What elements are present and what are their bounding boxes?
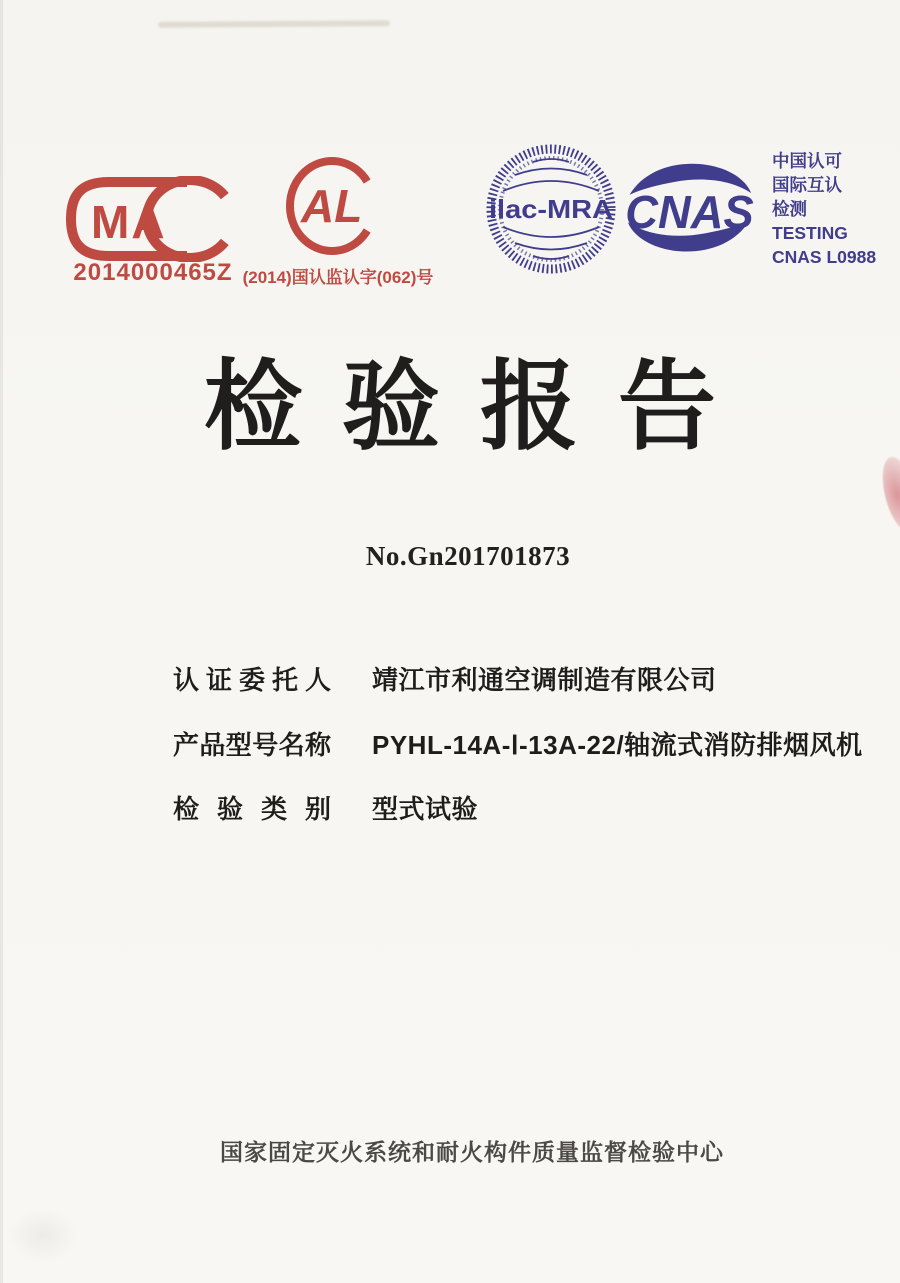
- accreditation-text-block: [772, 149, 876, 269]
- report-title: 检验报告: [203, 351, 756, 461]
- field-label: 认证委托人: [173, 665, 331, 695]
- accreditation-line: CNAS L0988: [772, 247, 877, 267]
- ilac-mra-label: ilac-MRA: [489, 194, 614, 224]
- accreditation-line: TESTING: [772, 223, 848, 243]
- cma-logo-icon: [65, 176, 241, 262]
- accreditation-line: 检测: [772, 199, 807, 219]
- cnas-logo-icon: [621, 157, 758, 260]
- scan-smudge-top: [158, 20, 390, 28]
- cma-letters: MA: [91, 196, 167, 248]
- field-row-product-model: [173, 729, 863, 761]
- scan-speckle-bottom-left: [8, 1208, 78, 1263]
- field-value: 靖江市利通空调制造有限公司: [372, 665, 717, 695]
- accreditation-line: 中国认可: [772, 151, 842, 171]
- issuing-organization: [0, 1134, 900, 1167]
- field-row-applicant: [173, 664, 717, 696]
- report-number-row: [0, 541, 900, 572]
- cal-logo-icon: [284, 155, 380, 257]
- field-value: PYHL-14A-Ⅰ-13A-22/轴流式消防排烟风机: [372, 730, 863, 760]
- cnas-label: CNAS: [625, 186, 754, 239]
- field-row-test-type: [173, 793, 478, 825]
- stamp-fragment-right-edge: [876, 453, 900, 534]
- cal-letters: AL: [301, 180, 363, 232]
- report-number: No.Gn201701873: [365, 541, 571, 571]
- cma-registration-number: 2014000465Z: [73, 259, 233, 286]
- accreditation-line: 国际互认: [772, 175, 842, 195]
- field-label: 产品型号名称: [173, 730, 331, 760]
- cal-approval-number: (2014)国认监认字(062)号: [242, 268, 434, 287]
- field-value: 型式试验: [372, 794, 479, 824]
- ilac-mra-logo-icon: [483, 141, 619, 277]
- scan-edge-line: [0, 0, 3, 1283]
- issuing-organization-name: 国家固定灭火系统和耐火构件质量监督检验中心: [220, 1139, 724, 1165]
- field-label: 检验类别: [173, 794, 331, 824]
